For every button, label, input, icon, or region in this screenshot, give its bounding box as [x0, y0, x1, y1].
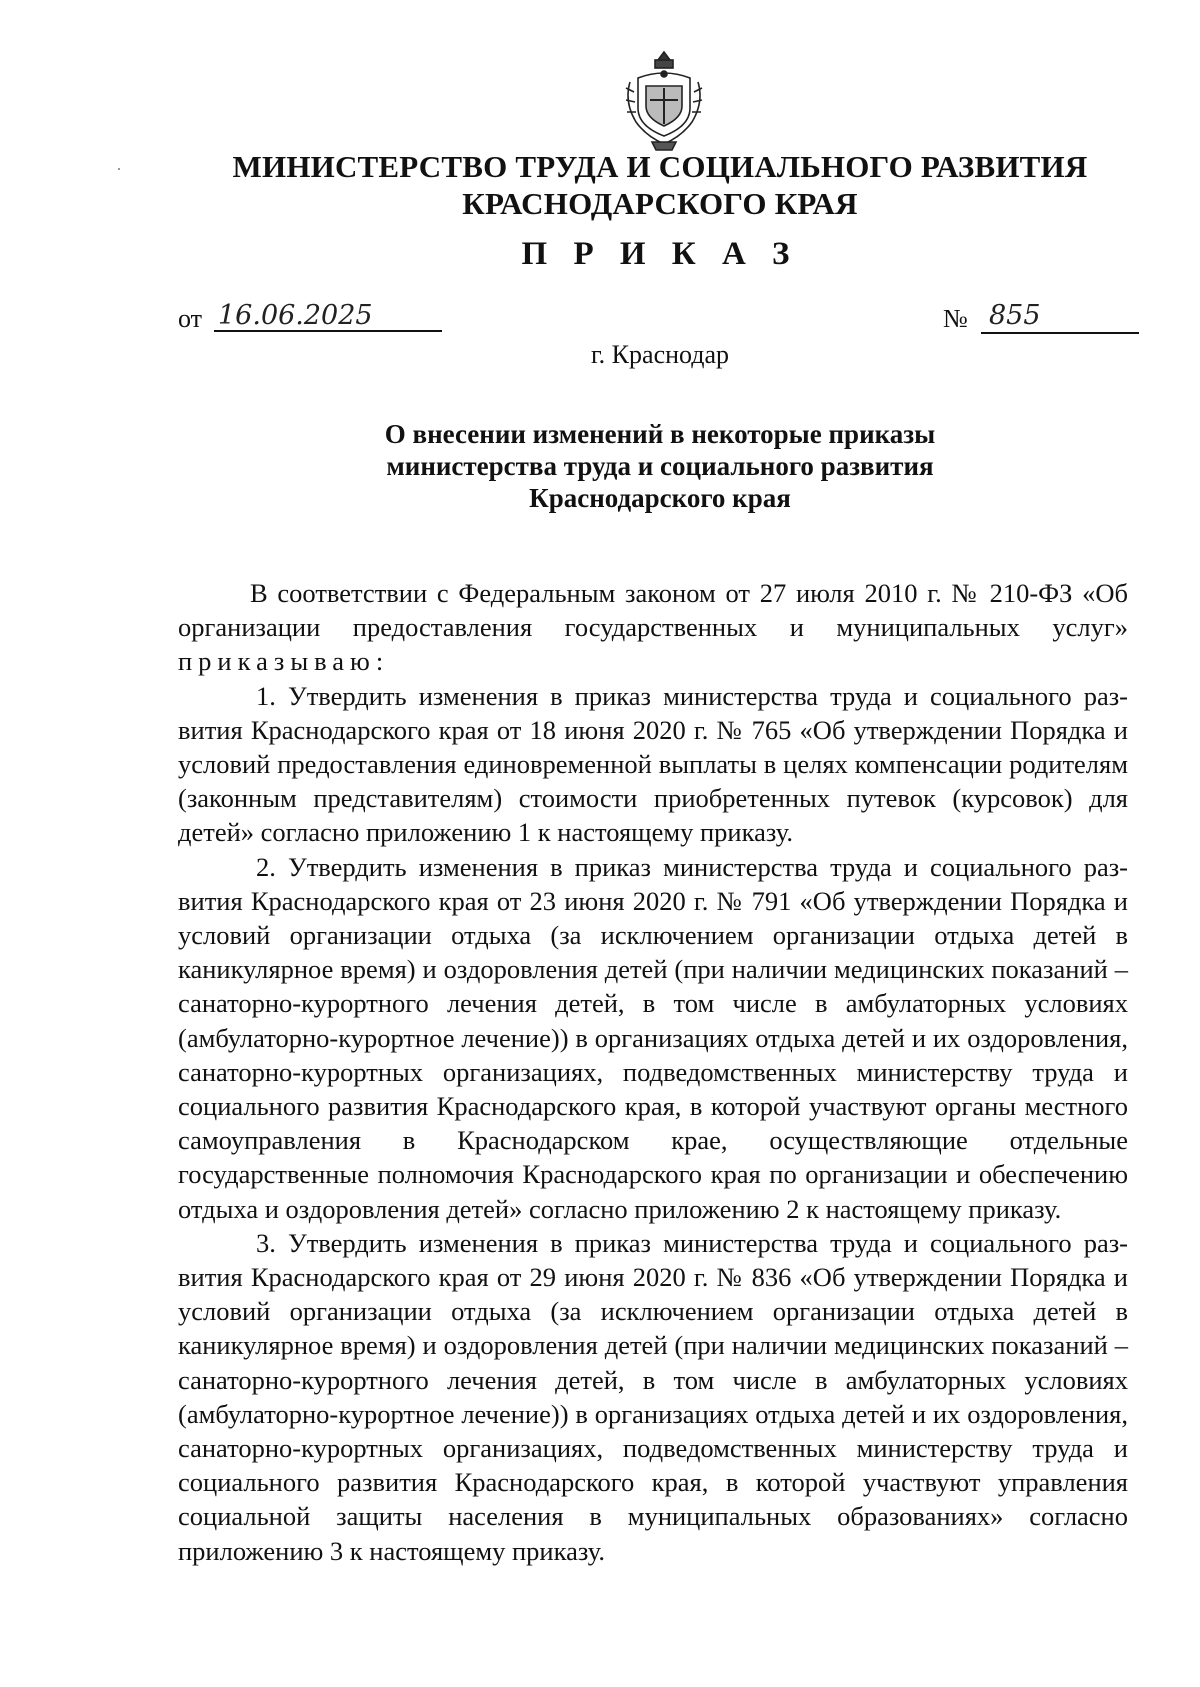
date-underline: [214, 330, 442, 332]
order-date: [178, 300, 373, 334]
date-label: от: [178, 304, 203, 333]
subject-line-2: министерства труда и социального развития: [386, 451, 934, 481]
document-type-title: П Р И К А З: [521, 236, 799, 272]
order-item-3: 3. Утвердить изменения в приказ министерства труда и социального развития Краснодарского края от 29 июня 2020 г. № 836 «Об утверждении Порядка и условий организации отдыха (за исключением организации отдыха детей в каникулярное время) и оздоровления детей (при наличии медицинских показаний – санаторно-курортного лечения детей, в том числе в амбулаторных условиях (амбулаторно-курортное лечение)) в организациях отдыха детей и их оздоровления, санаторно-курортных организациях, подведомственных министерству труда и социального развития Краснодарского края, в которой участвуют управления социальной защиты населения в муниципальных образованиях» согласно приложению 3 к настоящему приказу.: [178, 1227, 1128, 1566]
ministry-name: [0, 148, 1200, 222]
coat-of-arms-icon: [622, 48, 706, 154]
subject-line-3: Краснодарского края: [529, 483, 791, 513]
ministry-line-1: МИНИСТЕРСТВО ТРУДА И СОЦИАЛЬНОГО РАЗВИТИЯ: [232, 149, 1088, 184]
document-body: [178, 576, 1128, 1568]
date-value: 16.06.2025: [218, 300, 373, 331]
ministry-line-2: КРАСНОДАРСКОГО КРАЯ: [462, 186, 858, 221]
number-underline: [981, 332, 1139, 334]
subject-title: [0, 418, 1200, 514]
city: г. Краснодар: [590, 340, 730, 369]
number-value: 855: [989, 300, 1041, 331]
number-label: №: [943, 304, 968, 333]
preamble-paragraph: [178, 576, 1128, 679]
order-word: приказываю:: [178, 646, 390, 677]
order-number: [943, 300, 1041, 334]
preamble-text: В соответствии с Федеральным законом от 27 июля 2010 г. № 210-ФЗ «Об организации предоставления государственных и муниципальных услуг»: [178, 578, 1128, 643]
order-item-1: 1. Утвердить изменения в приказ министерства труда и социального развития Краснодарского края от 18 июня 2020 г. № 765 «Об утверждении Порядка и условий предоставления единовременной выплаты в целях компенсации родителям (законным представителям) стоимости приобретенных путевок (курсовок) для детей» согласно приложению 1 к настоящему приказу.: [178, 680, 1128, 848]
order-item-2: 2. Утвердить изменения в приказ министерства труда и социального развития Краснодарского края от 23 июня 2020 г. № 791 «Об утверждении Порядка и условий организации отдыха (за исключением организации отдыха детей в каникулярное время) и оздоровления детей (при наличии медицинских показаний – санаторно-курортного лечения детей, в том числе в амбулаторных условиях (амбулаторно-курортное лечение)) в организациях отдыха детей и их оздоровления, санаторно-курортных организациях, подведомственных министерству труда и социального развития Краснодарского края, в которой участвуют органы местного самоуправления в Краснодарском крае, осуществляющие отдельные государственные полномочия Краснодарского края по организации и обеспечению отдыха и оздоровления детей» согласно приложению 2 к настоящему приказу.: [178, 851, 1128, 1224]
subject-line-1: О внесении изменений в некоторые приказы: [384, 419, 936, 449]
